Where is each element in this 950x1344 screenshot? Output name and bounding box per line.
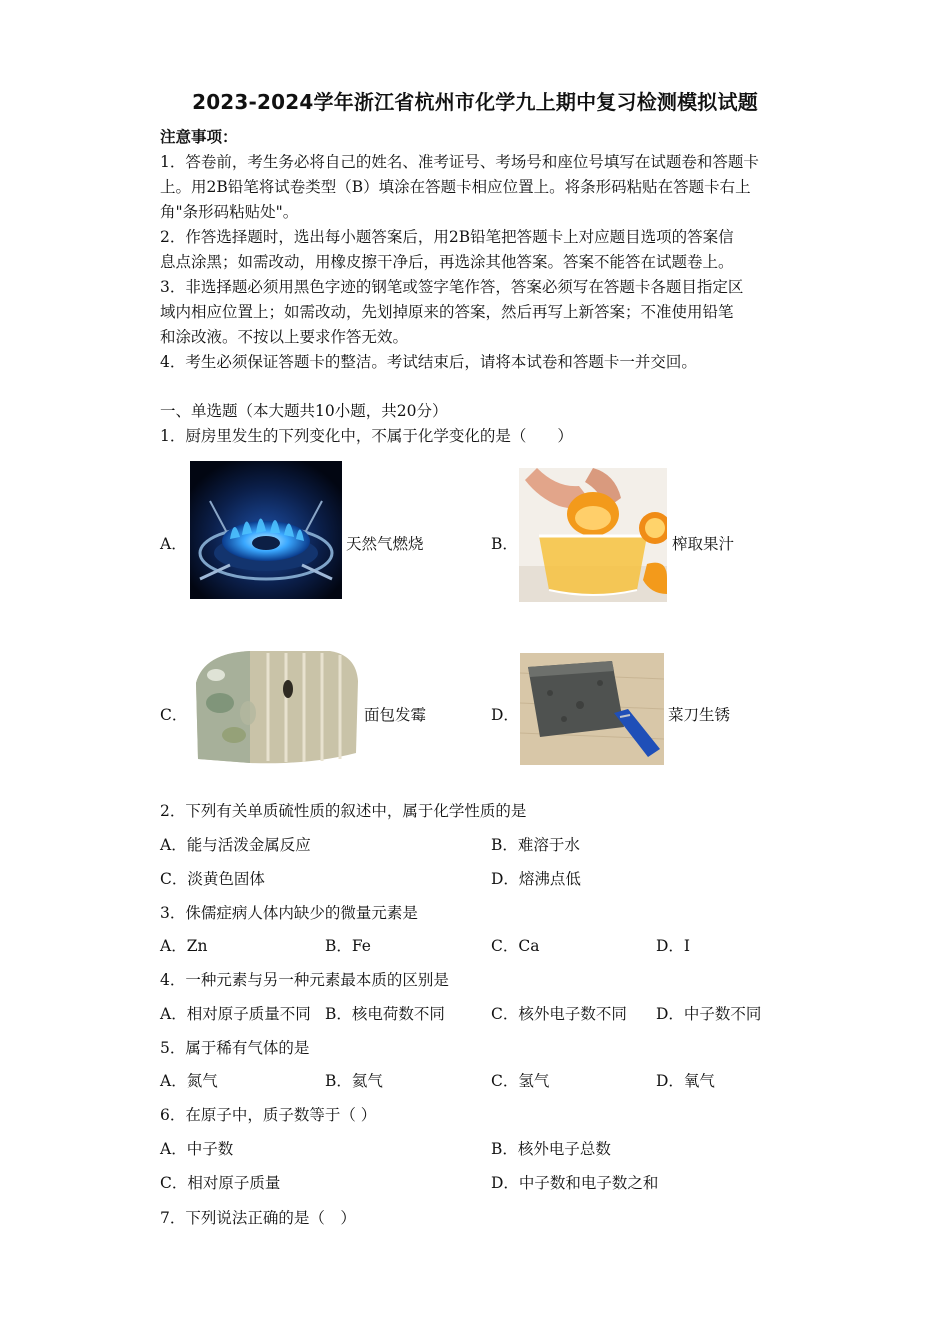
q4-option-c: C．核外电子数不同	[491, 1005, 627, 1023]
q5-option-c: C．氢气	[491, 1072, 550, 1090]
q3-option-c: C．Ca	[491, 937, 540, 955]
orange-juicer-photo	[519, 468, 667, 602]
q6-option-c: C．相对原子质量	[160, 1174, 281, 1192]
section-heading: 一、单选题（本大题共10小题，共20分）	[160, 402, 448, 420]
q4-option-a: A．相对原子质量不同	[160, 1005, 311, 1023]
question-5-stem: 5．属于稀有气体的是	[160, 1039, 310, 1057]
notice-line: 1．答卷前，考生务必将自己的姓名、准考证号、考场号和座位号填写在试题卷和答题卡	[160, 153, 759, 171]
q6-option-a: A．中子数	[160, 1140, 234, 1158]
q1-option-b-caption: 榨取果汁	[672, 535, 735, 553]
notice-line: 2．作答选择题时，选出每小题答案后，用2B铅笔把答题卡上对应题目选项的答案信	[160, 228, 734, 246]
rusty-cleaver-photo	[520, 653, 664, 765]
q1-option-c-caption: 面包发霉	[364, 706, 427, 724]
q5-option-d: D．氧气	[656, 1072, 715, 1090]
q1-option-b-letter: B．	[491, 535, 518, 553]
question-3-stem: 3．侏儒症病人体内缺少的微量元素是	[160, 904, 418, 922]
notice-heading: 注意事项：	[160, 127, 238, 146]
notice-line: 角"条形码粘贴处"。	[160, 203, 299, 221]
q1-option-d-caption: 菜刀生锈	[668, 706, 731, 724]
q3-option-b: B．Fe	[325, 937, 371, 955]
gas-flame-photo	[190, 461, 342, 599]
q1-option-d-letter: D．	[491, 706, 519, 724]
notice-line: 息点涂黑；如需改动，用橡皮擦干净后，再选涂其他答案。答案不能答在试题卷上。	[160, 253, 734, 271]
q2-option-b: B．难溶于水	[491, 836, 580, 854]
q4-option-b: B．核电荷数不同	[325, 1005, 445, 1023]
question-2-stem: 2．下列有关单质硫性质的叙述中，属于化学性质的是	[160, 802, 527, 820]
question-6-stem: 6．在原子中，质子数等于（ ）	[160, 1106, 377, 1124]
q6-option-d: D．中子数和电子数之和	[491, 1174, 659, 1192]
q6-option-b: B．核外电子总数	[491, 1140, 611, 1158]
notice-line: 上。用2B铅笔将试卷类型（B）填涂在答题卡相应位置上。将条形码粘贴在答题卡右上	[160, 178, 751, 196]
q4-option-d: D．中子数不同	[656, 1005, 762, 1023]
question-7-stem: 7．下列说法正确的是（ ）	[160, 1209, 356, 1227]
q3-option-a: A．Zn	[160, 937, 208, 955]
q5-option-a: A．氮气	[160, 1072, 218, 1090]
moldy-bread-photo	[190, 643, 362, 767]
q5-option-b: B．氦气	[325, 1072, 383, 1090]
question-4-stem: 4．一种元素与另一种元素最本质的区别是	[160, 971, 449, 989]
q3-option-d: D．I	[656, 937, 691, 955]
notice-line: 4．考生必须保证答题卡的整洁。考试结束后，请将本试卷和答题卡一并交回。	[160, 353, 697, 371]
q2-option-c: C．淡黄色固体	[160, 870, 265, 888]
notice-line: 和涂改液。不按以上要求作答无效。	[160, 328, 409, 346]
q1-option-a-caption: 天然气燃烧	[346, 535, 424, 553]
q2-option-d: D．熔沸点低	[491, 870, 581, 888]
question-1-stem: 1．厨房里发生的下列变化中，不属于化学变化的是（ ）	[160, 427, 573, 445]
q2-option-a: A．能与活泼金属反应	[160, 836, 311, 854]
q1-option-c-letter: C．	[160, 706, 188, 724]
q1-option-a-letter: A．	[160, 535, 187, 553]
notice-line: 域内相应位置上；如需改动，先划掉原来的答案，然后再写上新答案；不准使用铅笔	[160, 303, 734, 321]
notice-line: 3．非选择题必须用黑色字迹的钢笔或签字笔作答，答案必须写在答题卡各题目指定区	[160, 278, 744, 296]
page-title: 2023-2024学年浙江省杭州市化学九上期中复习检测模拟试题	[192, 90, 758, 114]
